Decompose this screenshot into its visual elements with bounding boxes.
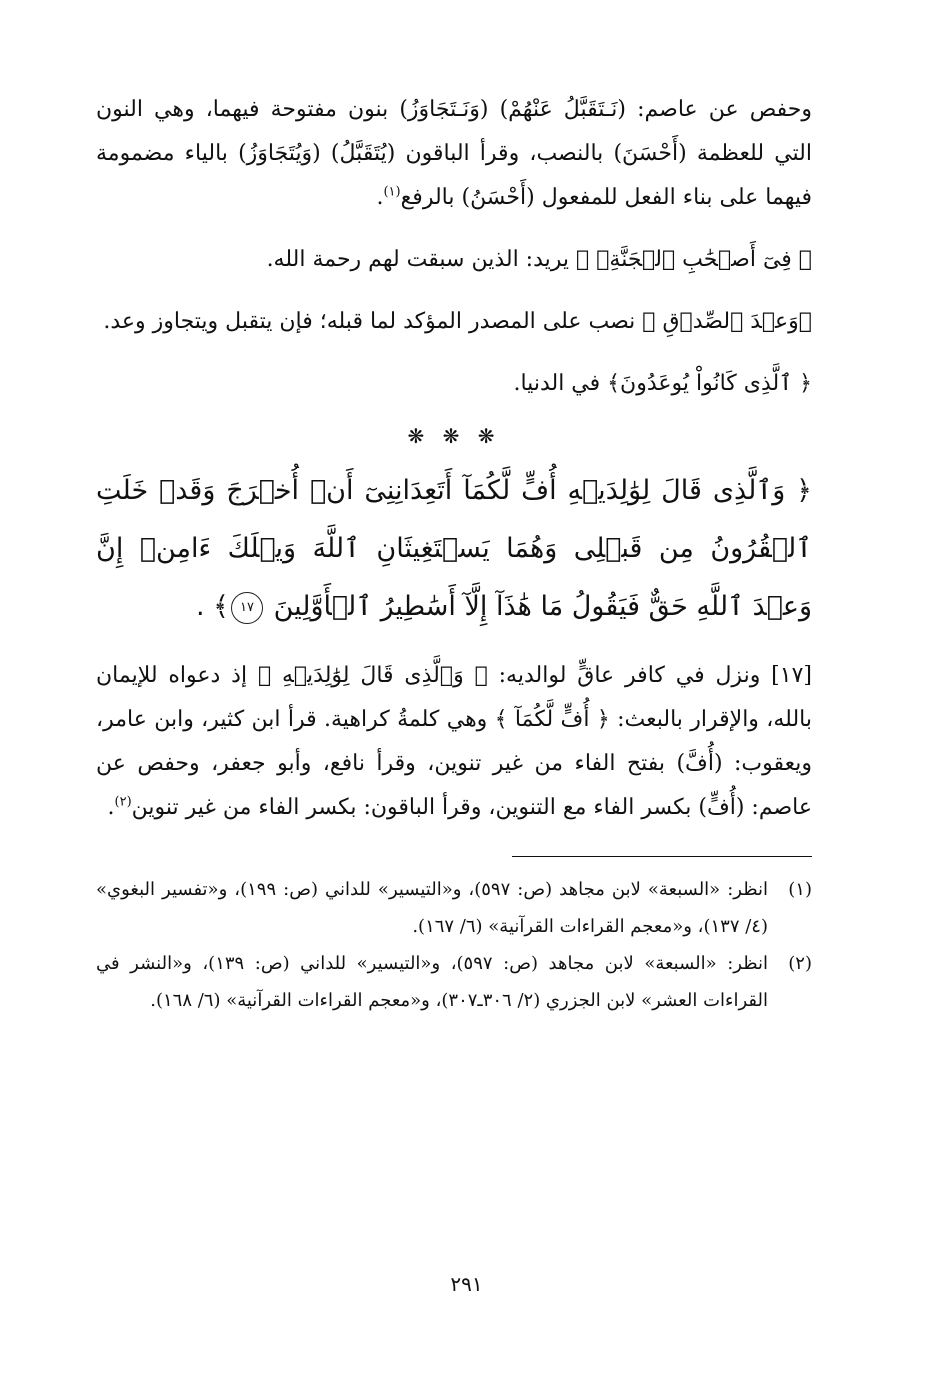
quran-quote: ﴿ ٱلَّذِى كَانُواْ يُوعَدُونَ﴾	[607, 371, 812, 396]
footnote-text: انظر: «السبعة» لابن مجاهد (ص: ٥٩٧)، و«التيسير» للداني (ص: ١٣٩)، و«النشر في القراءات العشر» لابن الجزري (٢/ ٣٠٦ـ٣٠٧)، و«معجم القراءات القرآنية» (٦/ ١٦٨).	[96, 953, 769, 1011]
ayah-number-marker: ١٧	[231, 592, 263, 624]
footnote-ref-2[interactable]: (٢)	[114, 794, 132, 810]
footnote-divider	[512, 856, 812, 857]
footnote-number: (٢)	[788, 953, 812, 974]
footnote-2	[96, 945, 812, 1019]
quran-quote: ﴿ وَٱلَّذِى قَالَ لِوَٰلِدَيۡهِ ﴾	[257, 663, 488, 688]
footnote-number: (١)	[788, 879, 812, 900]
quran-verse	[96, 462, 812, 636]
verse-closing: ﴾ .	[196, 591, 229, 622]
footnote-1	[96, 871, 812, 945]
commentary-text: وهي كلمةُ كراهية. قرأ ابن كثير، وابن عامر، ويعقوب: (أُفَّ) بفتح الفاء من غير تنوين، وقرأ نافع، وأبو جعفر، وحفص عن عاصم: (أُفٍّ) بكسر الفاء مع التنوين، وقرأ الباقون: بكسر الفاء من غير تنوين	[96, 707, 812, 820]
paragraph-text: يريد: الذين سبقت لهم رحمة الله.	[266, 247, 577, 272]
quran-quote: ﴿ فِىٓ أَصۡحَٰبِ ٱلۡجَنَّةِۖ ﴾	[576, 247, 812, 272]
paragraph-promised	[96, 362, 812, 406]
commentary-text: إذ دعواه للإيمان بالله، والإقرار بالبعث:	[96, 663, 812, 732]
commentary-end: .	[107, 795, 115, 820]
paragraph-commentary	[96, 654, 812, 830]
paragraph-readings-text: وحفص عن عاصم: (نَـتَقَبَّلُ عَنْهُمْ) (وَنَـتَجَاوَزُ) بنون مفتوحة فيهما، وهي النون التي للعظمة (أَحْسَنَ) بالنصب، وقرأ الباقون (يُتَقَبَّلُ) (وَيُتَجَاوَزُ) بالياء مضمومة فيهما على بناء الفعل للمفعول (أَحْسَنُ) بالرفع	[96, 97, 812, 210]
paragraph-text: في الدنيا.	[513, 371, 608, 396]
page	[96, 88, 812, 1328]
commentary-text: [١٧] ونزل في كافر عاقٍّ لوالديه:	[487, 663, 812, 688]
quran-quote: ﴿ أُفٍّ لَّكُمَآ ﴾	[494, 707, 610, 732]
quran-quote: ﴿وَعۡدَ ٱلصِّدۡقِ ﴾	[642, 309, 812, 334]
paragraph-text: نصب على المصدر المؤكد لما قبله؛ فإن يتقبل ويتجاوز وعد.	[103, 309, 643, 334]
paragraph-readings	[96, 88, 812, 220]
page-number: ٢٩١	[450, 1272, 483, 1296]
paragraph-companions	[96, 238, 812, 282]
section-separator: ❋ ❋ ❋	[407, 424, 501, 448]
footnote-ref-1[interactable]: (١)	[383, 184, 401, 200]
commentary	[96, 654, 812, 830]
paragraph-promise	[96, 300, 812, 344]
footnotes	[96, 871, 812, 1019]
main-text	[96, 88, 812, 406]
paragraph-readings-end: .	[376, 185, 384, 210]
footnote-text: انظر: «السبعة» لابن مجاهد (ص: ٥٩٧)، و«التيسير» للداني (ص: ١٩٩)، و«تفسير البغوي» (٤/ ١٣٧)، و«معجم القراءات القرآنية» (٦/ ١٦٧).	[96, 879, 768, 937]
verse-text: ﴿ وَٱلَّذِى قَالَ لِوَٰلِدَيۡهِ أُفٍّ لَّكُمَآ أَتَعِدَانِنِىٓ أَنۡ أُخۡرَجَ وَقَدۡ خَلَتِ ٱلۡقُرُونُ مِن قَبۡلِى وَهُمَا يَسۡتَغِيثَانِ ٱللَّهَ وَيۡلَكَ ءَامِنۡ إِنَّ وَعۡدَ ٱللَّهِ حَقٌّ فَيَقُولُ مَا هَٰذَآ إِلَّآ أَسَٰطِيرُ ٱلۡأَوَّلِينَ	[96, 475, 812, 622]
